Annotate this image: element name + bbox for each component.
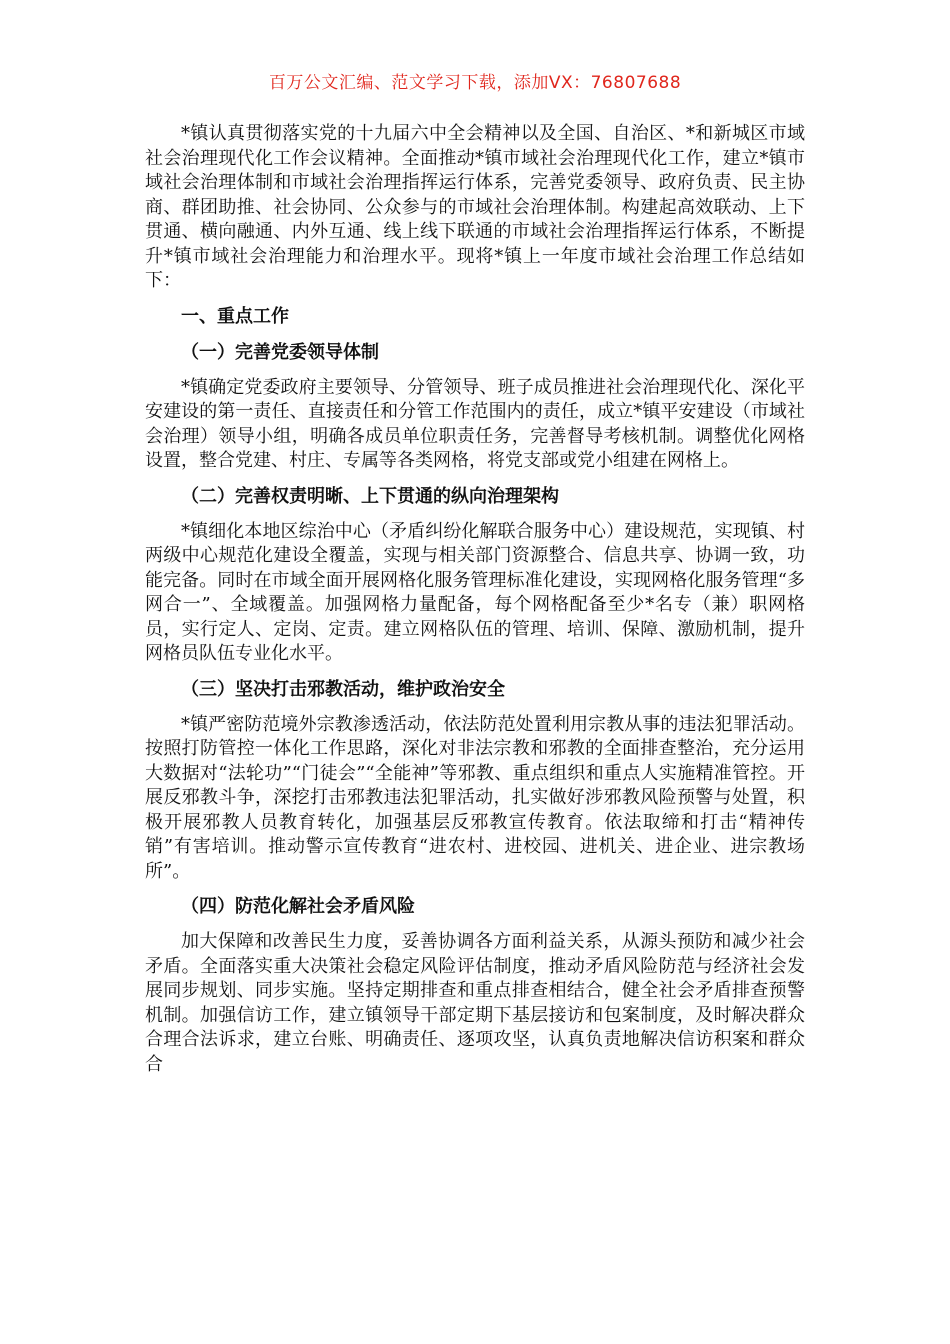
subheading-conflict-risk: （四）防范化解社会矛盾风险 xyxy=(181,896,415,917)
paragraph-anti-cult: *镇严密防范境外宗教渗透活动，依法防范处置利用宗教从事的违法犯罪活动。按照打防管控一体化工作思路，深化对非法宗教和邪教的全面排查整治，充分运用大数据对“法轮功”“门徒会”“全能神”等邪教、重点组织和重点人实施精准管控。开展反邪教斗争，深挖打击邪教违法犯罪活动，扎实做好涉邪教风险预警与处置，积极开展邪教人员教育转化，加强基层反邪教宣传教育。依法取缔和打击“精神传销”有害培训。推动警示宣传教育“进农村、进校园、进机关、进企业、进宗教场所”。 xyxy=(145,713,805,882)
section-heading-key-work: 一、重点工作 xyxy=(181,305,289,327)
paragraph-conflict-risk: 加大保障和改善民生力度，妥善协调各方面利益关系，从源头预防和减少社会矛盾。全面落实重大决策社会稳定风险评估制度，推动矛盾风险防范与经济社会发展同步规划、同步实施。坚持定期排查和重点排查相结合，健全社会矛盾排查预警机制。加强信访工作，建立镇领导干部定期下基层接访和包案制度，及时解决群众合理合法诉求，建立台账、明确责任、逐项攻坚，认真负责地解决信访积案和群众合 xyxy=(145,931,805,1075)
intro-paragraph: *镇认真贯彻落实党的十九届六中全会精神以及全国、自治区、*和新城区市域社会治理现代化工作会议精神。全面推动*镇市域社会治理现代化工作，建立*镇市域社会治理体制和市域社会治理指挥运行体系，完善党委领导、政府负责、民主协商、群团助推、社会协同、公众参与的市域社会治理体制。构建起高效联动、上下贯通、横向融通、内外互通、线上线下联通的市域社会治理指挥运行体系，不断提升*镇市域社会治理能力和治理水平。现将*镇上一年度市域社会治理工作总结如下： xyxy=(145,123,805,291)
paragraph-party-leadership: *镇确定党委政府主要领导、分管领导、班子成员推进社会治理现代化、深化平安建设的第一责任、直接责任和分管工作范围内的责任，成立*镇平安建设（市域社会治理）领导小组，明确各成员单位职责任务，完善督导考核机制。调整优化网格设置，整合党建、村庄、专属等各类网格，将党支部或党小组建在网格上。 xyxy=(145,376,805,471)
subheading-anti-cult: （三）坚决打击邪教活动，维护政治安全 xyxy=(181,678,505,700)
subheading-vertical-governance: （二）完善权责明晰、上下贯通的纵向治理架构 xyxy=(181,485,559,507)
paragraph-vertical-governance: *镇细化本地区综治中心（矛盾纠纷化解联合服务中心）建设规范，实现镇、村两级中心规范化建设全覆盖，实现与相关部门资源整合、信息共享、协调一致，功能完备。同时在市域全面开展网格化服务管理标准化建设，实现网格化服务管理“多网合一”、全域覆盖。加强网格力量配备，每个网格配备至少*名专（兼）职网格员，实行定人、定岗、定责。建立网格队伍的管理、培训、保障、激励机制，提升网格员队伍专业化水平。 xyxy=(145,520,805,664)
document-body xyxy=(145,122,805,1077)
header-banner: 百万公文汇编、范文学习下载，添加VX：76807688 xyxy=(268,73,682,93)
subheading-party-leadership: （一）完善党委领导体制 xyxy=(181,341,379,363)
